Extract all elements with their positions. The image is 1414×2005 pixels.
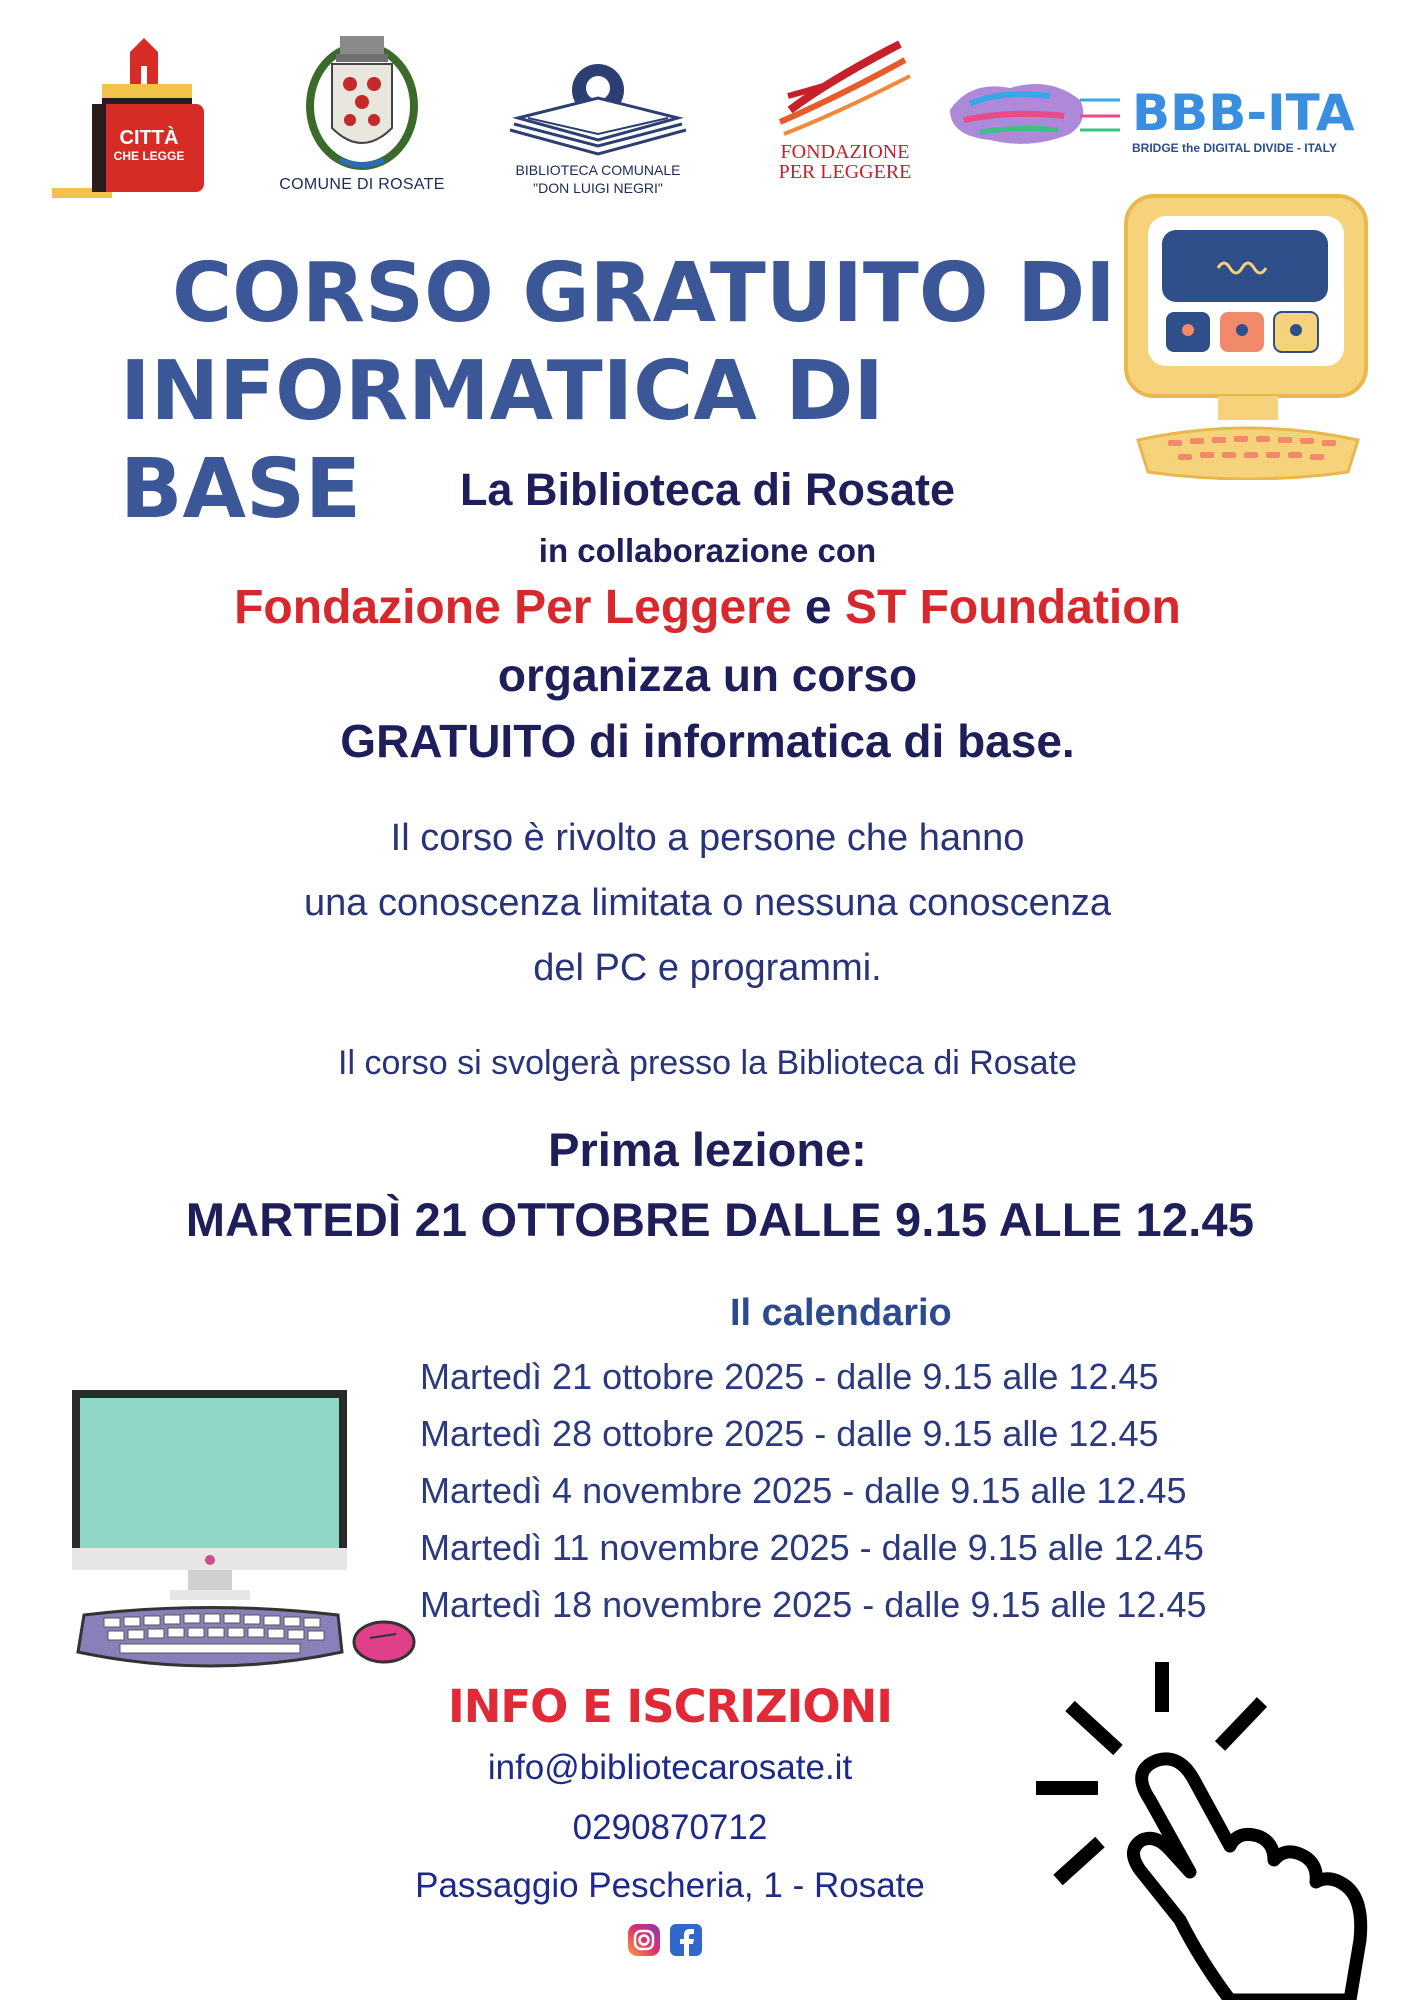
biblioteca-comunale-logo xyxy=(488,58,708,208)
citta-logo-line2: CHE LEGGE xyxy=(113,149,185,163)
info-heading: INFO E ISCRIZIONI xyxy=(447,1680,893,1733)
partner-fondazione: Fondazione Per Leggere xyxy=(234,581,792,634)
calendar-item: Martedì 18 novembre 2025 - dalle 9.15 alle 12.45 xyxy=(420,1584,1207,1625)
comune-di-rosate-logo xyxy=(262,28,462,198)
info-phone[interactable]: 0290870712 xyxy=(572,1808,768,1847)
fondazione-caption-line2: PER LEGGERE xyxy=(778,161,912,183)
title-line2: INFORMATICA DI BASE xyxy=(120,344,884,537)
intro-partners xyxy=(100,580,1315,635)
info-email[interactable]: info@bibliotecarosate.it xyxy=(487,1748,853,1787)
bbb-ita-tagline: BRIDGE the DIGITAL DIVIDE - ITALY xyxy=(1132,141,1337,155)
citta-che-legge-logo xyxy=(52,36,207,199)
intro-collab: in collaborazione con xyxy=(538,532,877,569)
facebook-icon[interactable] xyxy=(670,1924,702,1956)
calendar-item: Martedì 11 novembre 2025 - dalle 9.15 alle 12.45 xyxy=(420,1527,1204,1568)
course-description xyxy=(100,806,1315,1001)
biblioteca-caption-line1: BIBLIOTECA COMUNALE xyxy=(515,162,681,178)
calendar-item: Martedì 28 ottobre 2025 - dalle 9.15 alle 12.45 xyxy=(420,1413,1159,1454)
citta-logo-line1: CITTÀ xyxy=(119,127,179,149)
biblioteca-caption-line2: "DON LUIGI NEGRI" xyxy=(533,180,663,196)
calendar-list xyxy=(420,1348,1207,1633)
info-address: Passaggio Pescheria, 1 - Rosate xyxy=(415,1866,925,1905)
desktop-pc-illustration xyxy=(70,1390,420,1680)
fondazione-per-leggere-logo xyxy=(770,40,920,200)
comune-caption: COMUNE DI ROSATE xyxy=(279,176,445,193)
computer-illustration xyxy=(1118,190,1378,480)
venue-text: Il corso si svolgerà presso la Biblioteca di Rosate xyxy=(338,1044,1077,1082)
intro-library: La Biblioteca di Rosate xyxy=(459,464,956,515)
intro-organizza: organizza un corso xyxy=(497,649,918,701)
social-links xyxy=(626,1922,706,1958)
instagram-icon[interactable] xyxy=(626,1922,706,1958)
calendar-item: Martedì 4 novembre 2025 - dalle 9.15 alle 12.45 xyxy=(420,1470,1187,1511)
bbb-ita-logo xyxy=(940,70,1370,160)
title-line1: CORSO GRATUITO DI xyxy=(172,246,1116,341)
calendar-heading: Il calendario xyxy=(730,1292,952,1334)
description-line1: Il corso è rivolto a persone che hanno xyxy=(390,817,1025,859)
partner-conjunction: e xyxy=(804,581,832,634)
intro-gratuito: GRATUITO di informatica di base. xyxy=(340,715,1075,767)
calendar-item: Martedì 21 ottobre 2025 - dalle 9.15 alle 12.45 xyxy=(420,1356,1159,1397)
first-lesson-heading: Prima lezione: xyxy=(548,1123,867,1176)
hand-pointer-click-icon xyxy=(1030,1650,1410,2000)
description-line2: una conoscenza limitata o nessuna conoscenza xyxy=(304,882,1111,924)
description-line3: del PC e programmi. xyxy=(533,947,882,989)
first-lesson-date: MARTEDÌ 21 OTTOBRE DALLE 9.15 ALLE 12.45 xyxy=(185,1193,1255,1246)
partner-st-foundation: ST Foundation xyxy=(844,581,1181,634)
fondazione-caption-line1: FONDAZIONE xyxy=(780,141,910,163)
bbb-ita-name: BBB-ITA xyxy=(1132,84,1355,142)
